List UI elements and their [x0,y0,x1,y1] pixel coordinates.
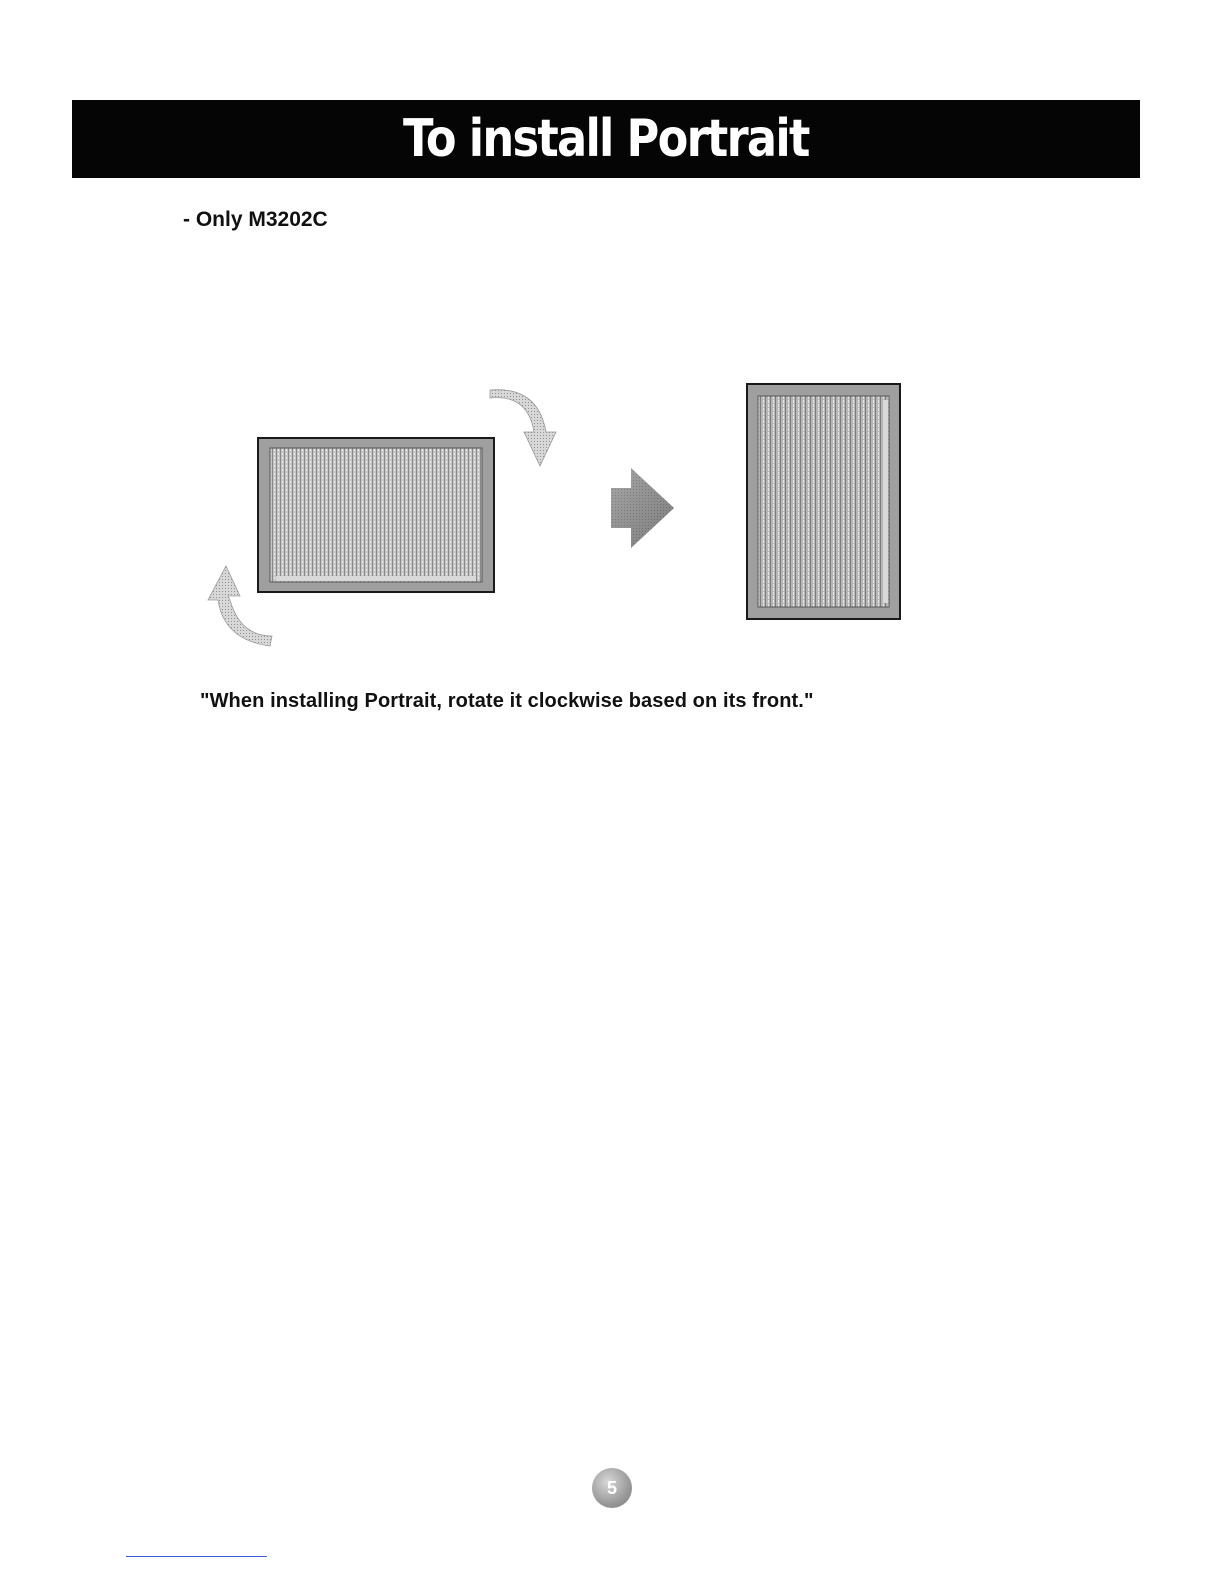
footer-divider [126,1556,267,1557]
model-note: - Only M3202C [183,208,328,231]
instruction-caption: "When installing Portrait, rotate it clockwise based on its front." [200,690,814,712]
right-arrow-icon [611,468,674,548]
portrait-monitor [747,384,900,619]
landscape-monitor [258,438,494,592]
rotate-cw-arrow-icon [490,390,556,466]
rotate-ccw-arrow-icon [208,566,272,646]
page-title: To install Portrait [403,109,809,169]
title-bar [72,100,1140,178]
page-number-badge: 5 [592,1468,632,1508]
